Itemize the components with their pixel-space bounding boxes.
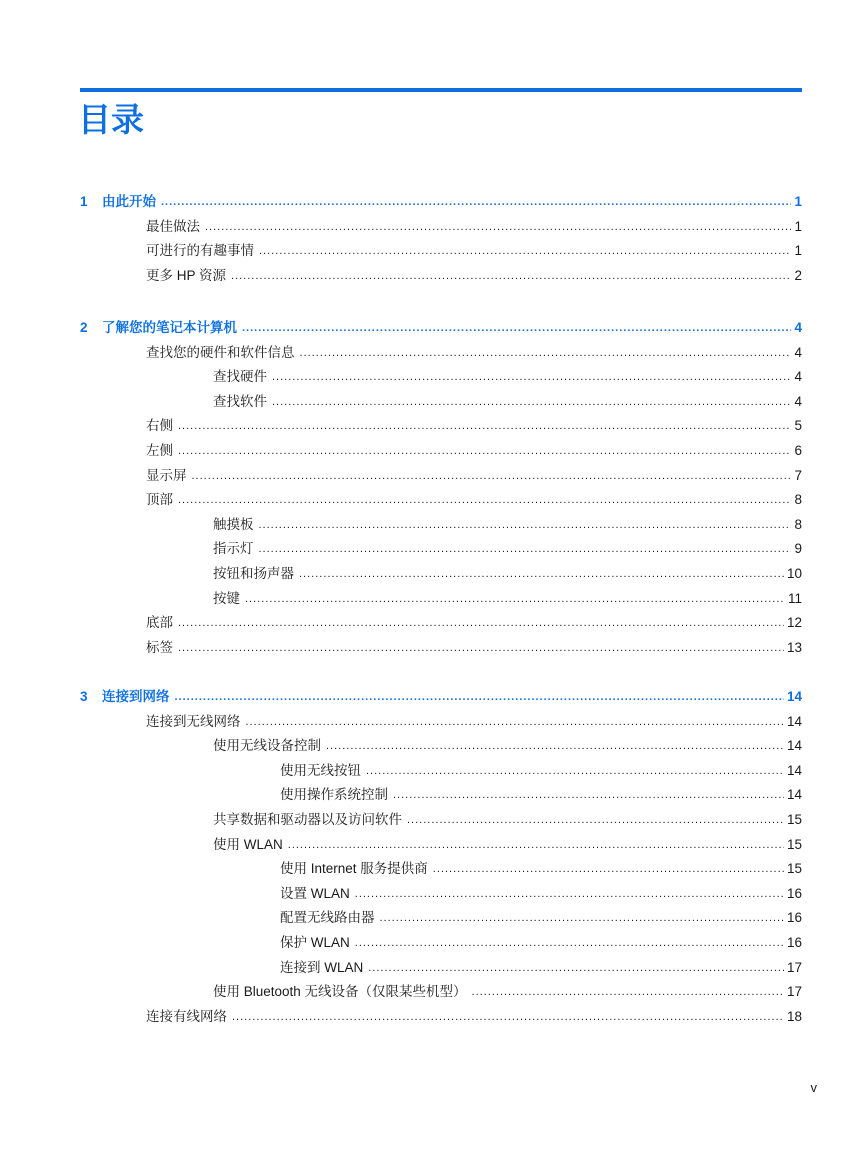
page-number: 17: [786, 984, 802, 999]
chapter-title: 了解您的笔记本计算机: [102, 320, 237, 335]
dot-leader: [368, 958, 784, 978]
page-number: 4: [794, 369, 802, 384]
dot-leader: [242, 318, 791, 338]
dot-leader: [232, 1007, 784, 1027]
page-number: 8: [794, 517, 802, 532]
toc-entry[interactable]: [280, 761, 802, 781]
entry-title: 可进行的有趣事情: [146, 243, 254, 258]
toc-entry[interactable]: [146, 466, 802, 486]
toc-entry[interactable]: [146, 266, 802, 286]
dot-leader: [231, 266, 791, 286]
toc-entry[interactable]: [146, 613, 802, 633]
dot-leader: [178, 441, 791, 461]
entry-title: 查找硬件: [213, 369, 267, 384]
dot-leader: [355, 933, 784, 953]
dot-leader: [272, 367, 791, 387]
page-number: 18: [786, 1009, 802, 1024]
dot-leader: [259, 515, 792, 535]
page-number: 6: [794, 443, 802, 458]
toc-entry[interactable]: [213, 589, 802, 609]
toc-entry[interactable]: [213, 515, 802, 535]
page-number: 16: [786, 910, 802, 925]
entry-title: 标签: [146, 640, 173, 655]
toc-entry[interactable]: [146, 1007, 802, 1027]
entry-title: 使用无线设备控制: [213, 738, 321, 753]
toc-entry[interactable]: [146, 343, 802, 363]
footer-page-number: v: [810, 1080, 817, 1095]
toc-entry[interactable]: [213, 392, 802, 412]
entry-title: 底部: [146, 615, 173, 630]
entry-title: 右侧: [146, 418, 173, 433]
entry-title: 连接到 WLAN: [280, 960, 364, 975]
page-number: 4: [794, 345, 802, 360]
entry-title: 按键: [213, 591, 240, 606]
toc-entry[interactable]: [213, 539, 802, 559]
page-number: 9: [794, 541, 802, 556]
toc-entry[interactable]: [146, 490, 802, 510]
toc-entry[interactable]: [280, 958, 802, 978]
toc-entry[interactable]: [280, 859, 802, 879]
dot-leader: [300, 343, 792, 363]
page-number: 1: [794, 194, 802, 209]
toc-chapter-2[interactable]: [80, 318, 802, 338]
dot-leader: [246, 712, 784, 732]
dot-leader: [366, 761, 784, 781]
dot-leader: [178, 490, 791, 510]
page-number: 16: [786, 886, 802, 901]
dot-leader: [407, 810, 784, 830]
entry-title: 左侧: [146, 443, 173, 458]
dot-leader: [175, 687, 784, 707]
dot-leader: [178, 416, 791, 436]
page-number: 15: [786, 861, 802, 876]
dot-leader: [178, 638, 784, 658]
page-number: 5: [794, 418, 802, 433]
toc-chapter-1[interactable]: [80, 192, 802, 212]
toc-entry[interactable]: [146, 241, 802, 261]
toc-entry[interactable]: [213, 736, 802, 756]
dot-leader: [259, 539, 792, 559]
toc-entry[interactable]: [146, 441, 802, 461]
dot-leader: [245, 589, 785, 609]
entry-title: 使用无线按钮: [280, 763, 361, 778]
page-number: 4: [794, 320, 802, 335]
entry-title: 设置 WLAN: [280, 886, 350, 901]
chapter-title: 连接到网络: [102, 689, 170, 704]
entry-title: 配置无线路由器: [280, 910, 375, 925]
entry-title: 更多 HP 资源: [146, 268, 227, 283]
toc-entry[interactable]: [280, 884, 802, 904]
page-number: 7: [794, 468, 802, 483]
header-rule: [80, 88, 802, 92]
dot-leader: [393, 785, 784, 805]
page-number: 14: [786, 787, 802, 802]
page-number: 10: [786, 566, 802, 581]
page-number: 1: [794, 243, 802, 258]
dot-leader: [433, 859, 784, 879]
toc-entry[interactable]: [146, 712, 802, 732]
entry-title: 使用 Internet 服务提供商: [280, 861, 428, 876]
dot-leader: [205, 217, 791, 237]
dot-leader: [161, 192, 791, 212]
page-number: 15: [786, 812, 802, 827]
entry-title: 查找软件: [213, 394, 267, 409]
entry-title: 使用 WLAN: [213, 837, 283, 852]
page-number: 14: [786, 689, 802, 704]
toc-entry[interactable]: [280, 933, 802, 953]
entry-title: 使用 Bluetooth 无线设备（仅限某些机型）: [213, 984, 467, 999]
toc-entry[interactable]: [146, 638, 802, 658]
entry-title: 查找您的硬件和软件信息: [146, 345, 295, 360]
page-number: 1: [794, 219, 802, 234]
dot-leader: [380, 908, 784, 928]
chapter-number: 1: [80, 194, 88, 209]
entry-title: 保护 WLAN: [280, 935, 350, 950]
dot-leader: [299, 564, 784, 584]
page-number: 13: [786, 640, 802, 655]
page-title: 目录: [78, 101, 144, 138]
page-number: 17: [786, 960, 802, 975]
entry-title: 连接有线网络: [146, 1009, 227, 1024]
dot-leader: [178, 613, 784, 633]
table-of-contents: [0, 192, 868, 1042]
entry-title: 最佳做法: [146, 219, 200, 234]
toc-entry[interactable]: [146, 416, 802, 436]
page-number: 12: [786, 615, 802, 630]
chapter-title: 由此开始: [102, 194, 156, 209]
entry-title: 按钮和扬声器: [213, 566, 294, 581]
toc-entry[interactable]: [280, 908, 802, 928]
page-number: 16: [786, 935, 802, 950]
chapter-number: 3: [80, 689, 88, 704]
dot-leader: [355, 884, 784, 904]
toc-entry[interactable]: [280, 785, 802, 805]
toc-entry[interactable]: [213, 835, 802, 855]
page-number: 15: [786, 837, 802, 852]
toc-entry[interactable]: [146, 217, 802, 237]
entry-title: 共享数据和驱动器以及访问软件: [213, 812, 402, 827]
page-number: 4: [794, 394, 802, 409]
page-number: 2: [794, 268, 802, 283]
dot-leader: [272, 392, 791, 412]
page-number: 14: [786, 738, 802, 753]
entry-title: 触摸板: [213, 517, 254, 532]
entry-title: 显示屏: [146, 468, 187, 483]
dot-leader: [288, 835, 784, 855]
toc-entry[interactable]: [213, 367, 802, 387]
chapter-number: 2: [80, 320, 88, 335]
dot-leader: [326, 736, 784, 756]
entry-title: 连接到无线网络: [146, 714, 241, 729]
page-number: 14: [786, 714, 802, 729]
page-number: 11: [787, 591, 802, 606]
toc-chapter-3[interactable]: [80, 687, 802, 707]
toc-entry[interactable]: [213, 810, 802, 830]
dot-leader: [472, 982, 784, 1002]
toc-entry[interactable]: [213, 982, 802, 1002]
page-number: 14: [786, 763, 802, 778]
dot-leader: [259, 241, 791, 261]
dot-leader: [192, 466, 792, 486]
page-number: 8: [794, 492, 802, 507]
entry-title: 顶部: [146, 492, 173, 507]
entry-title: 使用操作系统控制: [280, 787, 388, 802]
entry-title: 指示灯: [213, 541, 254, 556]
toc-entry[interactable]: [213, 564, 802, 584]
